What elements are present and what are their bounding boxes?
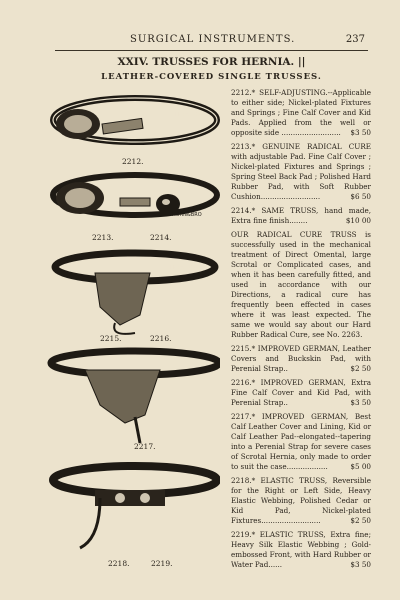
figure-label-2219: 2219. <box>151 559 173 568</box>
entry-2218 <box>231 476 371 526</box>
entry-2216 <box>231 378 371 408</box>
svg-text:HORN&BRO: HORN&BRO <box>170 265 200 271</box>
figure-label-2217: 2217. <box>134 442 156 451</box>
figure-label-2215: 2215. <box>100 334 122 343</box>
entries-column <box>231 88 371 574</box>
svg-text:HORN&BRO: HORN&BRO <box>175 112 205 118</box>
entry-price: $3 50 <box>350 128 371 137</box>
header-rule <box>55 50 368 51</box>
figure-label-2218: 2218. <box>108 559 130 568</box>
entry-text: 2218.* ELASTIC TRUSS, Reversible for the Right or Left Side, Heavy Elastic Webbing, Polished Cedar or Kid Pad, Nickel-plated Fixtures.......................... <box>231 476 371 525</box>
truss-illustration-2213-2214 <box>40 168 220 233</box>
svg-text:HORN&BRO: HORN&BRO <box>172 212 202 218</box>
entry-price: $2 50 <box>350 516 371 525</box>
entry-2212 <box>231 88 371 138</box>
entry-2214 <box>231 206 371 226</box>
page-number: 237 <box>345 34 365 45</box>
entry-text: 2213.* GENUINE RADICAL CURE with adjustable Pad. Fine Calf Cover ; Nickel-plated Fixtures and Springs ; Spring Steel Back Pad ; Polished Hard Rubber Pad, with Soft Rubber Cushion.......................... <box>231 142 371 201</box>
figure-label-2212: 2212. <box>122 157 144 166</box>
entry-price: $2 50 <box>350 364 371 373</box>
entry-text: 2216.* IMPROVED GERMAN, Extra Fine Calf Cover and Kid Pad, with Perenial Strap.. <box>231 378 371 407</box>
entry-2213 <box>231 142 371 202</box>
entry-2217 <box>231 412 371 472</box>
truss-illustration-2218-2219 <box>40 458 220 558</box>
entry-text: 2217.* IMPROVED GERMAN, Best Calf Leather Cover and Lining, Kid or Calf Leather Pad--elongated--tapering into a Perenial Strap for severe cases of Scrotal Hernia, only made to order to suit the case.................. <box>231 412 371 471</box>
entry-price: $3 50 <box>350 398 371 407</box>
entry-text: 2219.* ELASTIC TRUSS, Extra fine; Heavy Silk Elastic Webbing ; Gold-embossed Front, with Hard Rubber or Water Pad...... <box>231 530 371 569</box>
entry-price: $6 50 <box>350 192 371 201</box>
entry-text: 2212.* SELF-ADJUSTING.--Applicable to either side; Nickel-plated Fixtures and Springs ; Fine Calf Cover and Kid Pads. Applied from the well or opposite side .......................... <box>231 88 371 137</box>
entry-text: 2214.* SAME TRUSS, hand made, Extra fine finish........ <box>231 206 371 225</box>
section-title: XXIV. TRUSSES FOR HERNIA. || <box>117 56 306 68</box>
running-header-title: SURGICAL INSTRUMENTS. <box>130 34 296 45</box>
figure-label-2214: 2214. <box>150 233 172 242</box>
truss-illustration-2215-2216 <box>40 245 220 337</box>
entry-price: $3 50 <box>350 560 371 569</box>
subsection-title: LEATHER-COVERED SINGLE TRUSSES. <box>101 72 322 82</box>
entry-2219 <box>231 530 371 570</box>
running-header <box>100 34 365 48</box>
entry-price: $5 00 <box>350 462 371 471</box>
truss-illustration-2217 <box>40 345 220 445</box>
entry-text: 2215.* IMPROVED GERMAN, Leather Covers and Buckskin Pad, with Perenial Strap.. <box>231 344 371 373</box>
entry-2215 <box>231 344 371 374</box>
truss-illustration-2212 <box>40 90 220 165</box>
entry-price: $10 00 <box>345 216 371 225</box>
entry-radical-cure-note <box>231 230 371 340</box>
figure-label-2213: 2213. <box>92 233 114 242</box>
entry-text: OUR RADICAL CURE TRUSS is successfully used in the mechanical treatment of Direct Omental, large Scrotal or Complicated cases, and when it has been carefully fitted, and used in accordance with our Directions, a radical cure has frequently been effected in cases where it was least expected. The same we would say about our Hard Rubber Radical Cure, see No. 2263. <box>231 230 371 339</box>
figure-label-2216: 2216. <box>150 334 172 343</box>
